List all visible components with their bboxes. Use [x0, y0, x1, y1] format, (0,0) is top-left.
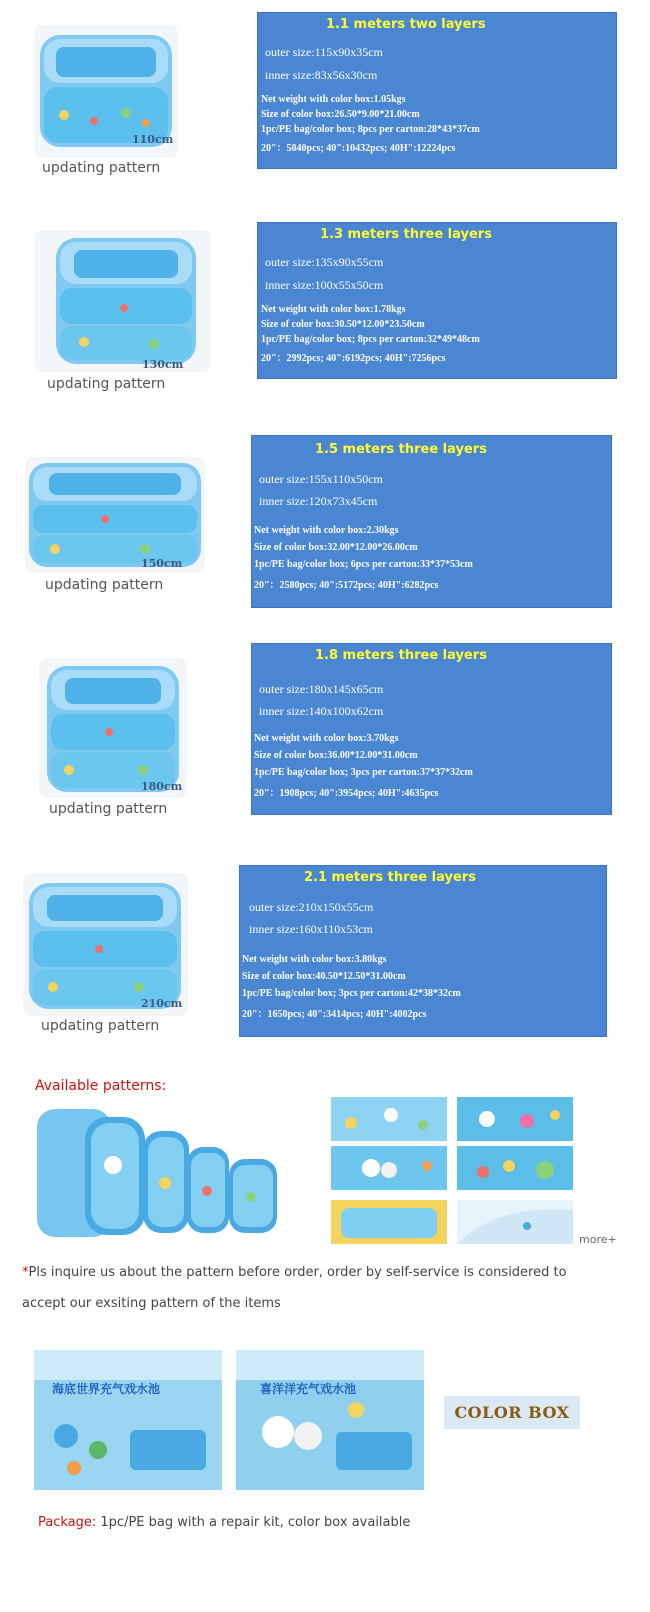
patterns-heading: Available patterns: [35, 1078, 167, 1094]
spec-box-150 [251, 435, 612, 608]
package-line [38, 1515, 410, 1530]
size-tag: 130cm [142, 358, 184, 371]
ocean-box-illustration [34, 1350, 222, 1490]
spec-box-size: Size of color box:26.50*9.00*21.00cm [261, 109, 420, 120]
pattern-swatch-6 [457, 1200, 573, 1244]
outer-size: outer size:210x150x55cm [249, 900, 374, 914]
spec-box-180 [251, 643, 612, 815]
spec-weight: Net weight with color box:1.78kgs [261, 304, 406, 315]
box-title-ocean: 海底世界充气戏水池 [52, 1382, 161, 1396]
spec-carton: 1pc/PE bag/color box; 3pcs per carton:37*37*32cm [254, 767, 473, 778]
spec-carton: 1pc/PE bag/color box; 8pcs per carton:32*49*48cm [261, 334, 480, 345]
spec-carton: 1pc/PE bag/color box; 3pcs per carton:42*38*32cm [242, 988, 461, 999]
package-label: Package: [38, 1515, 97, 1530]
spec-container: 20"：1650pcs; 40":3414pcs; 40H":4002pcs [242, 1009, 427, 1020]
spec-weight: Net weight with color box:3.70kgs [254, 733, 399, 744]
color-box-label-text: COLOR BOX [454, 1403, 570, 1422]
package-text: 1pc/PE bag with a repair kit, color box available [96, 1515, 411, 1530]
pool-photo-110 [34, 25, 178, 158]
spec-carton: 1pc/PE bag/color box; 8pcs per carton:28*43*37cm [261, 124, 480, 135]
photo-caption: updating pattern [49, 801, 168, 817]
pattern-swatch-4 [457, 1146, 573, 1190]
color-box-photo-ocean [34, 1350, 222, 1490]
photo-caption: updating pattern [42, 160, 161, 176]
spec-box-size: Size of color box:40.50*12.50*31.00cm [242, 971, 406, 982]
outer-size: outer size:180x145x65cm [259, 682, 384, 696]
inner-size: inner size:160x110x53cm [249, 922, 373, 936]
pattern-swatch-2 [457, 1097, 573, 1141]
size-tag: 110cm [132, 133, 174, 146]
spec-weight: Net weight with color box:3.80kgs [242, 954, 387, 965]
notice-line-2: accept our exsiting pattern of the items [22, 1296, 281, 1311]
photo-caption: updating pattern [45, 577, 164, 593]
pattern-swatch-1 [331, 1097, 447, 1141]
spec-box-size: Size of color box:36.00*12.00*31.00cm [254, 750, 418, 761]
outer-size: outer size:135x90x55cm [265, 255, 384, 269]
inner-size: inner size:100x55x50cm [265, 278, 384, 292]
pattern-pools-photo [35, 1103, 283, 1243]
spec-box-130 [257, 222, 617, 379]
color-box-photo-sheep [236, 1350, 424, 1490]
pool-illustration [34, 230, 211, 372]
pool-photo-150 [25, 457, 205, 573]
spec-title: 1.3 meters three layers [320, 227, 492, 242]
size-tag: 210cm [141, 997, 183, 1010]
pattern-swatch-3 [331, 1146, 447, 1190]
pattern-swatch-5 [331, 1200, 447, 1244]
photo-caption: updating pattern [47, 376, 166, 392]
spec-box-size: Size of color box:32.00*12.00*26.00cm [254, 542, 418, 553]
pool-illustration [23, 873, 188, 1016]
pool-photo-210 [23, 873, 188, 1016]
spec-title: 1.5 meters three layers [315, 442, 487, 457]
spec-title: 2.1 meters three layers [304, 870, 476, 885]
spec-weight: Net weight with color box:1.05kgs [261, 94, 406, 105]
inner-size: inner size:120x73x45cm [259, 494, 378, 508]
spec-box-size: Size of color box:30.50*12.00*23.50cm [261, 319, 425, 330]
pool-illustration [25, 457, 205, 573]
spec-container: 20"：2992pcs; 40":6192pcs; 40H":7256pcs [261, 353, 446, 364]
spec-container: 20"：1908pcs; 40":3954pcs; 40H":4635pcs [254, 788, 439, 799]
spec-carton: 1pc/PE bag/color box; 6pcs per carton:33*37*53cm [254, 559, 473, 570]
outer-size: outer size:115x90x35cm [265, 45, 383, 59]
inner-size: inner size:140x100x62cm [259, 704, 384, 718]
size-tag: 180cm [141, 780, 183, 793]
outer-size: outer size:155x110x50cm [259, 472, 383, 486]
spec-container: 20"：5040pcs; 40":10432pcs; 40H":12224pcs [261, 143, 456, 154]
spec-title: 1.1 meters two layers [326, 17, 486, 32]
photo-caption: updating pattern [41, 1018, 160, 1034]
color-box-label [444, 1396, 580, 1429]
size-tag: 150cm [141, 557, 183, 570]
spec-box-210 [239, 865, 607, 1037]
spec-title: 1.8 meters three layers [315, 648, 487, 663]
spec-weight: Net weight with color box:2.30kgs [254, 525, 399, 536]
notice-line-1 [22, 1265, 567, 1280]
pool-photo-180 [39, 658, 187, 798]
sheep-box-illustration [236, 1350, 424, 1490]
box-title-sheep: 喜洋洋充气戏水池 [260, 1382, 357, 1396]
notice-text-1: Pls inquire us about the pattern before order, order by self-service is considered to [28, 1265, 567, 1280]
pool-illustration [39, 658, 187, 798]
inner-size: inner size:83x56x30cm [265, 68, 378, 82]
pool-photo-130 [34, 230, 211, 372]
spec-box-110 [257, 12, 617, 169]
stacked-pools-illustration [35, 1103, 283, 1243]
more-patterns-link[interactable]: more+ [579, 1233, 617, 1246]
spec-container: 20"：2580pcs; 40":5172pcs; 40H":6282pcs [254, 580, 439, 591]
notice-asterisk: * [22, 1265, 29, 1280]
